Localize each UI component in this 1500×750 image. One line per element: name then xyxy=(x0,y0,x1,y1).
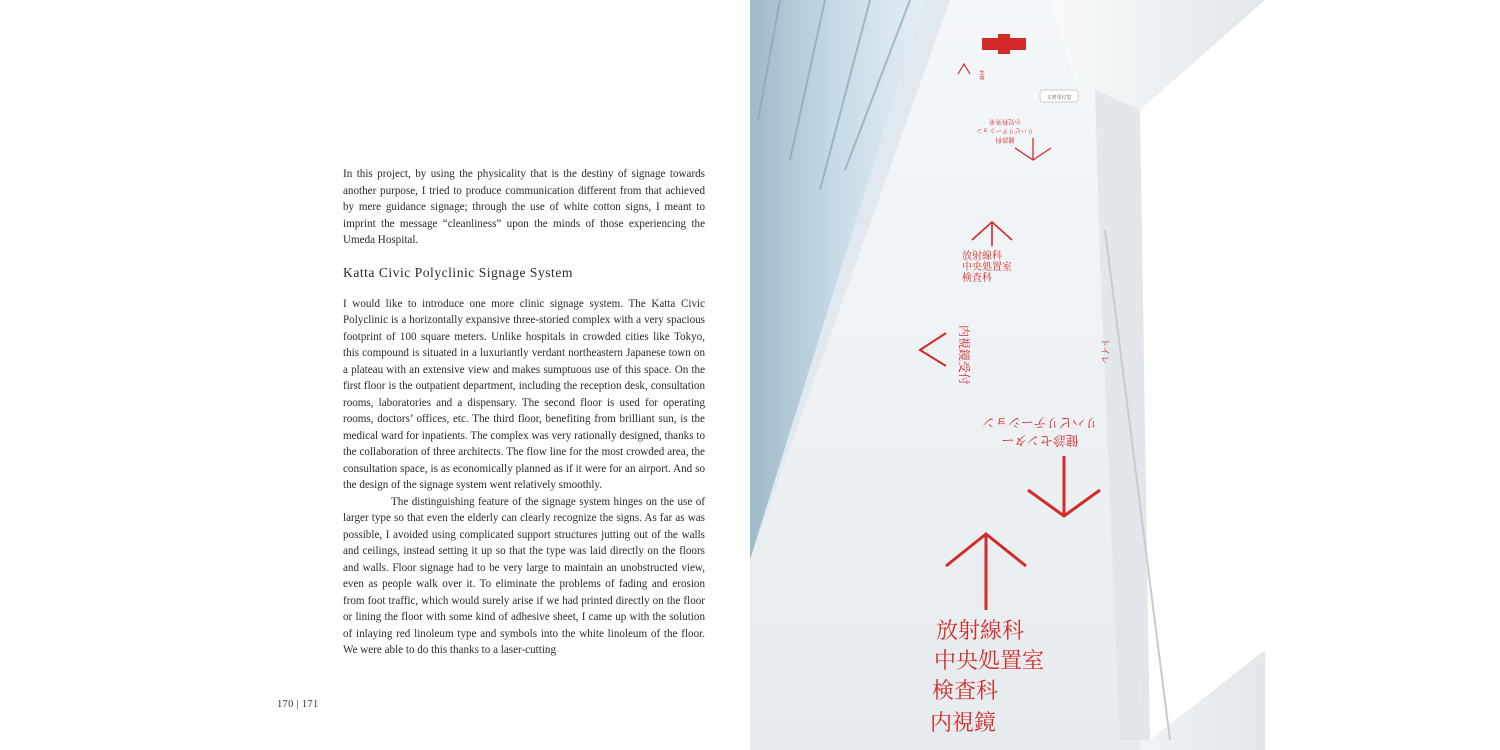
wall-plate-text: 文書受付窓 xyxy=(1046,95,1072,101)
rotated-sign-line-1: 健診センター xyxy=(1001,432,1079,447)
body-text xyxy=(343,166,705,659)
right-margin xyxy=(1265,0,1500,750)
mid-sign-line-2: 中央処置室 xyxy=(962,262,1012,273)
floor-sign-wall: トイレ xyxy=(1099,338,1109,365)
main-sign-line-4: 内視鏡 xyxy=(930,711,997,736)
floor-sign-side: 内視鏡受付 xyxy=(957,325,971,386)
corridor-illustration xyxy=(750,0,1265,750)
body-paragraph-1: I would like to introduce one more clinic signage system. The Katta Civic Polyclinic is a horizontally expansive three-storied complex with a very spacious footprint of 100 square meters. Unlike hospitals in crowded cities like Tokyo, this compound is situated in a luxuriantly verdant northeastern Japanese town on a plateau with an extensive view and makes sumptuous use of this space. On the first floor is the outpatient department, including the reception desk, consultation rooms, laboratories and a dispensary. The second floor is used for operating rooms, doctors’ offices, etc. The third floor, benefiting from brilliant sun, is the medical ward for inpatients. The complex was very rationally designed, thanks to the collaboration of three architects. The flow line for the most crowded area, the consultation space, is as economically planned as if it were for an airport. And so the design of the signage system went relatively smoothly. xyxy=(343,297,705,491)
mid-sign-line-3: 検査科 xyxy=(962,273,992,284)
far-sign-line-3: 小児科外来 xyxy=(988,118,1022,126)
intro-paragraph: In this project, by using the physicality that is the destiny of signage towards another purpose, I tried to produce communication different from that achieved by mere guidance signage; through the use of white cotton signs, I meant to imprint the message “cleanliness” upon the minds of those experiencing the Umeda Hospital. xyxy=(343,168,705,246)
far-sign-line-2: リハビリテーション xyxy=(976,127,1034,135)
rotated-sign-line-2: リハビリテーション xyxy=(982,414,1098,429)
far-sign-line-1: 健診科 xyxy=(995,136,1015,144)
mid-sign-line-1: 放射線科 xyxy=(962,251,1002,262)
body-paragraph-2: The distinguishing feature of the signage system hinges on the use of larger type so that even the elderly can clearly recognize the signs. As far as was possible, I avoided using complicated support structures jutting out of the walls and ceilings, instead setting it up so that the type was laid directly on the floors and walls. Floor signage had to be very large to maintain an unobstructed view, even as people walk over it. To eliminate the problems of fading and erosion from foot traffic, which would surely arise if we had printed directly on the floor or lining the floor with some kind of adhesive sheet, I came up with the solution of inlaying red linoleum type and symbols into the white linoleum of the floor. We were able to do this thanks to a laser-cutting xyxy=(343,495,705,656)
main-sign-line-1: 放射線科 xyxy=(936,619,1025,644)
section-heading: Katta Civic Polyclinic Signage System xyxy=(343,264,573,280)
page-numbers: 170 | 171 xyxy=(277,699,319,710)
corridor-photo xyxy=(750,0,1265,750)
floor-sign-end: 病棟 xyxy=(978,70,984,81)
main-sign-line-2: 中央処置室 xyxy=(934,649,1045,674)
main-sign-line-3: 検査科 xyxy=(932,679,999,704)
